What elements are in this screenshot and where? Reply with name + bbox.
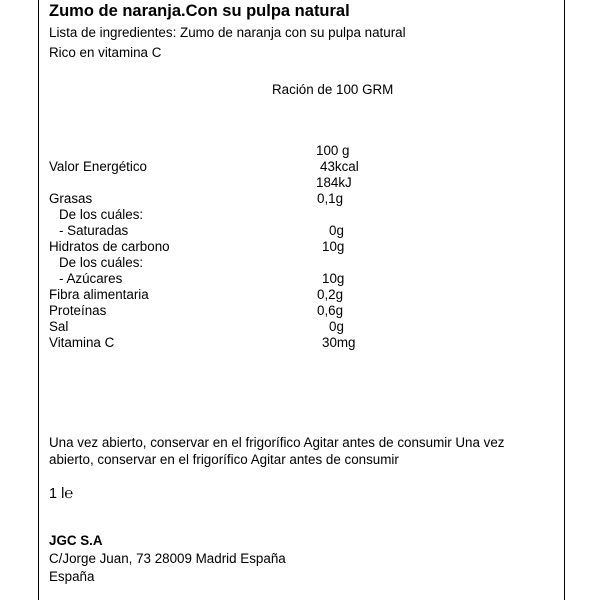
product-title: Zumo de naranja.Con su pulpa natural — [49, 2, 350, 20]
row-label-vitamin-c: Vitamina C — [49, 335, 115, 350]
net-quantity — [49, 484, 73, 503]
row-label-carbs-of-which: De los cuáles: — [59, 255, 144, 270]
row-value-protein: 0,6g — [317, 303, 344, 318]
row-label-fat: Grasas — [49, 191, 93, 206]
storage-notes: Una vez abierto, conservar en el frigorífico Agitar antes de consumir Una vez abierto, conservar en el frigorífico Agitar antes de consumir — [49, 435, 505, 467]
column-header: 100 g — [316, 143, 350, 158]
quantity-amount: 1 l — [49, 486, 65, 502]
company-name: JGC S.A — [49, 533, 103, 548]
row-label-fat-of-which: De los cuáles: — [59, 207, 144, 222]
company-address: C/Jorge Juan, 73 28009 Madrid España — [49, 551, 286, 566]
row-label-energy: Valor Energético — [49, 159, 148, 174]
estimated-sign-icon: ℮ — [64, 484, 74, 502]
vitamin-claim: Rico en vitamina C — [49, 45, 162, 60]
row-value-carbohydrates: 10g — [322, 239, 345, 254]
row-label-sugars: - Azúcares — [59, 271, 123, 286]
row-value-energy-kcal: 43kcal — [320, 159, 359, 174]
portion-header: Ración de 100 GRM — [272, 82, 394, 97]
company-country: España — [49, 569, 95, 584]
row-label-salt: Sal — [49, 319, 69, 334]
row-value-vitamin-c: 30mg — [322, 335, 356, 350]
row-value-fat: 0,1g — [317, 191, 344, 206]
row-value-sugars: 10g — [322, 271, 345, 286]
row-value-fibre: 0,2g — [317, 287, 344, 302]
row-value-salt: 0g — [329, 319, 344, 334]
ingredients-list: Lista de ingredientes: Zumo de naranja con su pulpa natural — [49, 25, 406, 40]
row-label-saturated: - Saturadas — [59, 223, 129, 238]
row-label-protein: Proteínas — [49, 303, 107, 318]
row-label-carbohydrates: Hidratos de carbono — [49, 239, 170, 254]
row-label-fibre: Fibra alimentaria — [49, 287, 149, 302]
row-value-saturated: 0g — [329, 223, 344, 238]
row-value-energy-kj: 184kJ — [316, 175, 352, 190]
